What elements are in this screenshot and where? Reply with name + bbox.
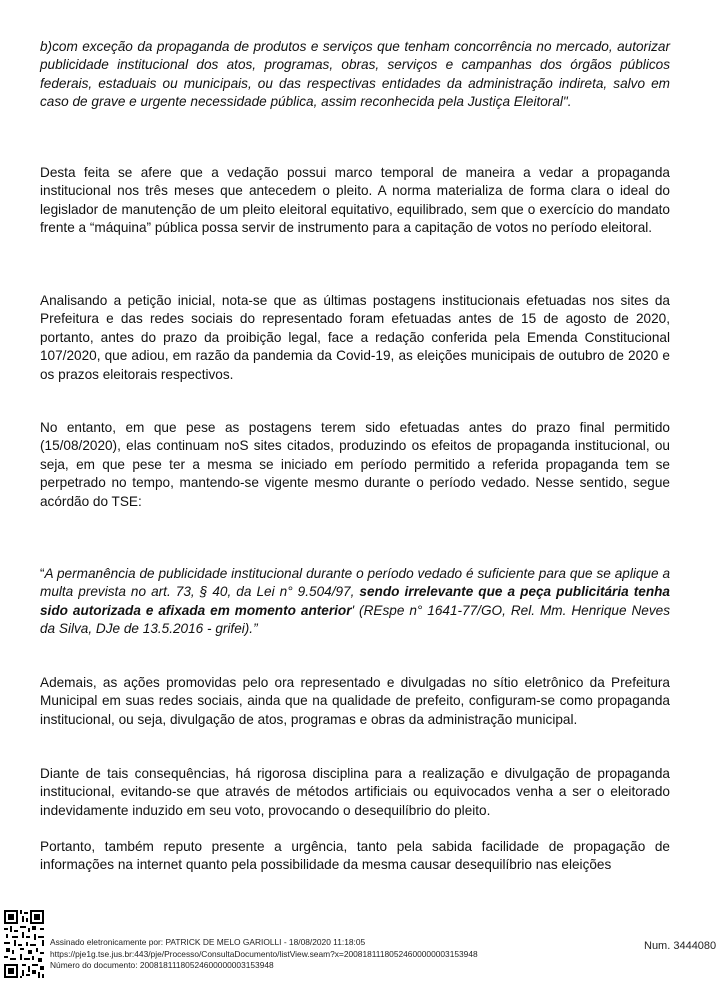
jurisprudence-quote xyxy=(40,565,670,639)
paragraph-6: Portanto, também reputo presente a urgência, tanto pela sabida facilidade de propagação de informações na internet quanto pela possibilidade da mesma causar desequilíbrio nas eleições xyxy=(40,839,670,873)
quote-bold-part: sendo irrelevante que a peça publicitária tenha sido autorizada e afixada em momento anterior xyxy=(40,584,670,618)
qr-code-icon xyxy=(2,908,46,980)
page-id-number: Num. 3444080 xyxy=(644,940,717,952)
paragraph-legal-quote: b)com exceção da propaganda de produtos e serviços que tenham concorrência no mercado, autorizar publicidade institucional dos atos, programas, obras, serviços e campanhas dos órgãos públicos federais, estaduais ou municipais, ou das respectivas entidades da administração indireta, salvo em caso de grave e urgente necessidade pública, assim reconhecida pela Justiça Eleitoral". xyxy=(40,39,670,110)
paragraph-1: Desta feita se afere que a vedação possui marco temporal de maneira a vedar a propaganda institucional nos três meses que antecedem o pleito. A norma materializa de forma clara o ideal do legislador de manutenção de um pleito eleitoral equitativo, equilibrado, sem que o exercício do mandato frente a “máquina” pública possa servir de instrumento para a capitação de votos no período eleitoral. xyxy=(40,165,670,236)
paragraph-3: No entanto, em que pese as postagens terem sido efetuadas antes do prazo final permitido (15/08/2020), elas continuam noS sites citados, produzindo os efeitos de propaganda institucional, ou seja, em que pese ter a mesma se iniciado em período permitido a referida propaganda tem se perpetrado no tempo, mantendo-se vigente mesmo durante o período vedado. Nesse sentido, segue acórdão do TSE: xyxy=(40,420,670,509)
document-number-line: Número do documento: 20081811180524600000003153948 xyxy=(50,960,274,971)
signature-info xyxy=(50,937,478,972)
paragraph-5: Diante de tais consequências, há rigorosa disciplina para a realização e divulgação de propaganda institucional, evitando-se que através de métodos artificiais ou equivocados venha a ser o eleitorado indevidamente induzido em seu voto, provocando o desequilíbrio do pleito. xyxy=(40,766,670,818)
signed-by-line: Assinado eletronicamente por: PATRICK DE MELO GARIOLLI - 18/08/2020 11:18:05 xyxy=(50,937,366,947)
signature-footer xyxy=(0,906,720,990)
document-url[interactable]: https://pje1g.tse.jus.br:443/pje/Processo/ConsultaDocumento/listView.seam?x=20081811180524600000003153948 xyxy=(50,948,478,959)
quote-open: “ xyxy=(40,566,45,581)
paragraph-2: Analisando a petição inicial, nota-se que as últimas postagens institucionais efetuadas nos sites da Prefeitura e das redes sociais do representado foram efetuadas antes de 15 de agosto de 2020, portanto, antes do prazo da proibição legal, face a redação conferida pela Emenda Constitucional 107/2020, que adiou, em razão da pandemia da Covid-19, as eleições municipais de outubro de 2020 e os prazos eleitorais respectivos. xyxy=(40,293,670,382)
quote-italic-part-1: A permanência de publicidade institucional durante o período vedado é suficiente para que se aplique a multa prevista no art. 73, § 40, da Lei n° 9.504/97, xyxy=(40,566,670,600)
quote-italic-part-2: ' (REspe n° 1641-77/GO, Rel. Mm. Henrique Neves da Silva, DJe de 13.5.2016 - grifei).” xyxy=(40,602,670,637)
paragraph-4: Ademais, as ações promovidas pelo ora representado e divulgadas no sítio eletrônico da Prefeitura Municipal em suas redes sociais, ainda que na qualidade de prefeito, configuram-se como propaganda institucional, ou seja, divulgação de atos, programas e obras da administração municipal. xyxy=(40,675,670,727)
